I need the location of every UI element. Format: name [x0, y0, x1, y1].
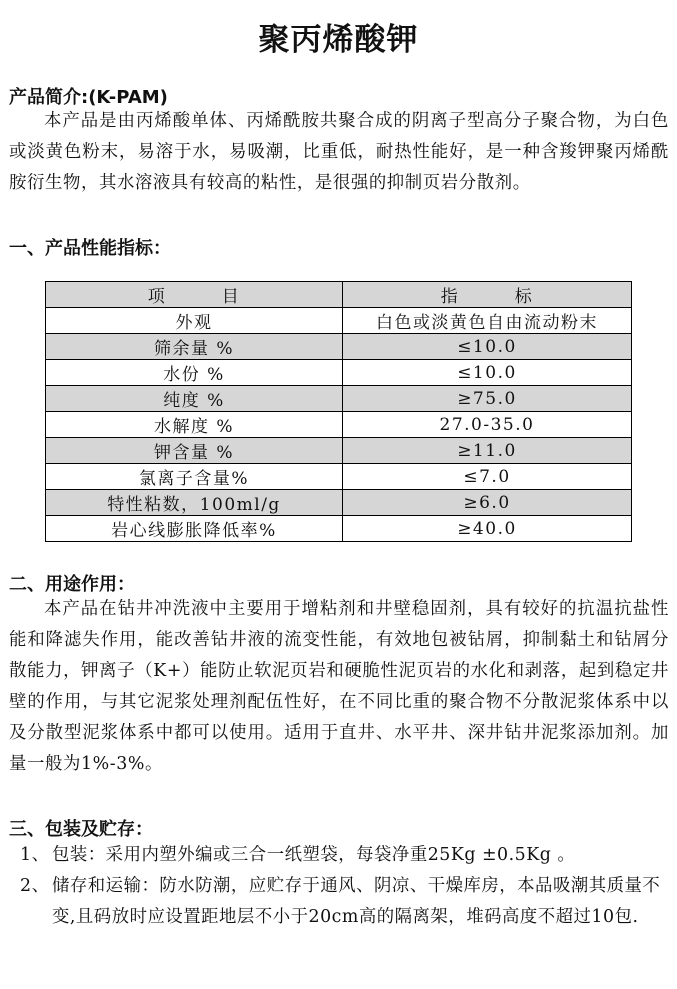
section1-heading: 一、产品性能指标：: [9, 238, 171, 259]
list-item-text: 包装：采用内塑外编或三合一纸塑袋，每袋净重25Kg ±0.5Kg 。: [52, 845, 576, 865]
row-item: 纯度 %: [46, 386, 343, 412]
table-header-spec: 指 标: [343, 282, 632, 308]
table-row: [46, 516, 632, 542]
row-spec: ≥40.0: [343, 516, 632, 542]
list-item-number: 1、: [20, 845, 50, 865]
row-spec: ≤10.0: [343, 360, 632, 386]
table-header-row: [46, 282, 632, 308]
row-item: 氯离子含量%: [46, 464, 343, 490]
table-row: [46, 360, 632, 386]
row-item: 水份 %: [46, 360, 343, 386]
row-spec: ≥6.0: [343, 490, 632, 516]
list-item-text: 储存和运输：防水防潮，应贮存于通风、阴凉、干燥库房，本品吸潮其质量不变,且码放时应设置距地层不小于20cm高的隔离架，堆码高度不超过10包.: [52, 876, 661, 927]
table-row: [46, 438, 632, 464]
page-title: 聚丙烯酸钾: [258, 22, 419, 58]
row-item: 特性粘数，100ml/g: [46, 490, 343, 516]
list-item: [20, 840, 670, 871]
section2-paragraph: 本产品在钻井冲洗液中主要用于增粘剂和井壁稳固剂，具有较好的抗温抗盐性能和降滤失作用，能改善钻井液的流变性能，有效地包被钻屑，抑制黏土和钻屑分散能力，钾离子（K+）能防止软泥页岩和硬脆性泥页岩的水化和剥落，起到稳定井壁的作用，与其它泥浆处理剂配伍性好，在不同比重的聚合物不分散泥浆体系中以及分散型泥浆体系中都可以使用。适用于直井、水平井、深井钻井泥浆添加剂。加量一般为1%-3%。: [9, 599, 669, 774]
spec-table: [45, 281, 632, 542]
table-row: [46, 490, 632, 516]
table-row: [46, 386, 632, 412]
row-spec: 27.0-35.0: [343, 412, 632, 438]
row-item: 外观: [46, 308, 343, 334]
row-spec: ≥75.0: [343, 386, 632, 412]
section3-heading: 三、包装及贮存：: [9, 819, 153, 840]
table-row: [46, 308, 632, 334]
intro-paragraph: 本产品是由丙烯酸单体、丙烯酰胺共聚合成的阴离子型高分子聚合物，为白色或淡黄色粉末，易溶于水，易吸潮，比重低，耐热性能好，是一种含羧钾聚丙烯酰胺衍生物，其水溶液具有较高的粘性，是很强的抑制页岩分散剂。: [9, 111, 669, 193]
list-item: [20, 871, 670, 933]
table-header-item: 项 目: [46, 282, 343, 308]
row-spec: ≥11.0: [343, 438, 632, 464]
table-row: [46, 464, 632, 490]
row-item: 水解度 %: [46, 412, 343, 438]
intro-heading: 产品简介:(K-PAM): [9, 87, 168, 108]
table-row: [46, 334, 632, 360]
section2-heading: 二、用途作用：: [9, 574, 135, 595]
row-item: 钾含量 %: [46, 438, 343, 464]
row-item: 岩心线膨胀降低率%: [46, 516, 343, 542]
row-spec: ≤7.0: [343, 464, 632, 490]
list-item-number: 2、: [20, 876, 50, 896]
row-item: 筛余量 %: [46, 334, 343, 360]
table-row: [46, 412, 632, 438]
row-spec: ≤10.0: [343, 334, 632, 360]
row-spec: 白色或淡黄色自由流动粉末: [343, 308, 632, 334]
